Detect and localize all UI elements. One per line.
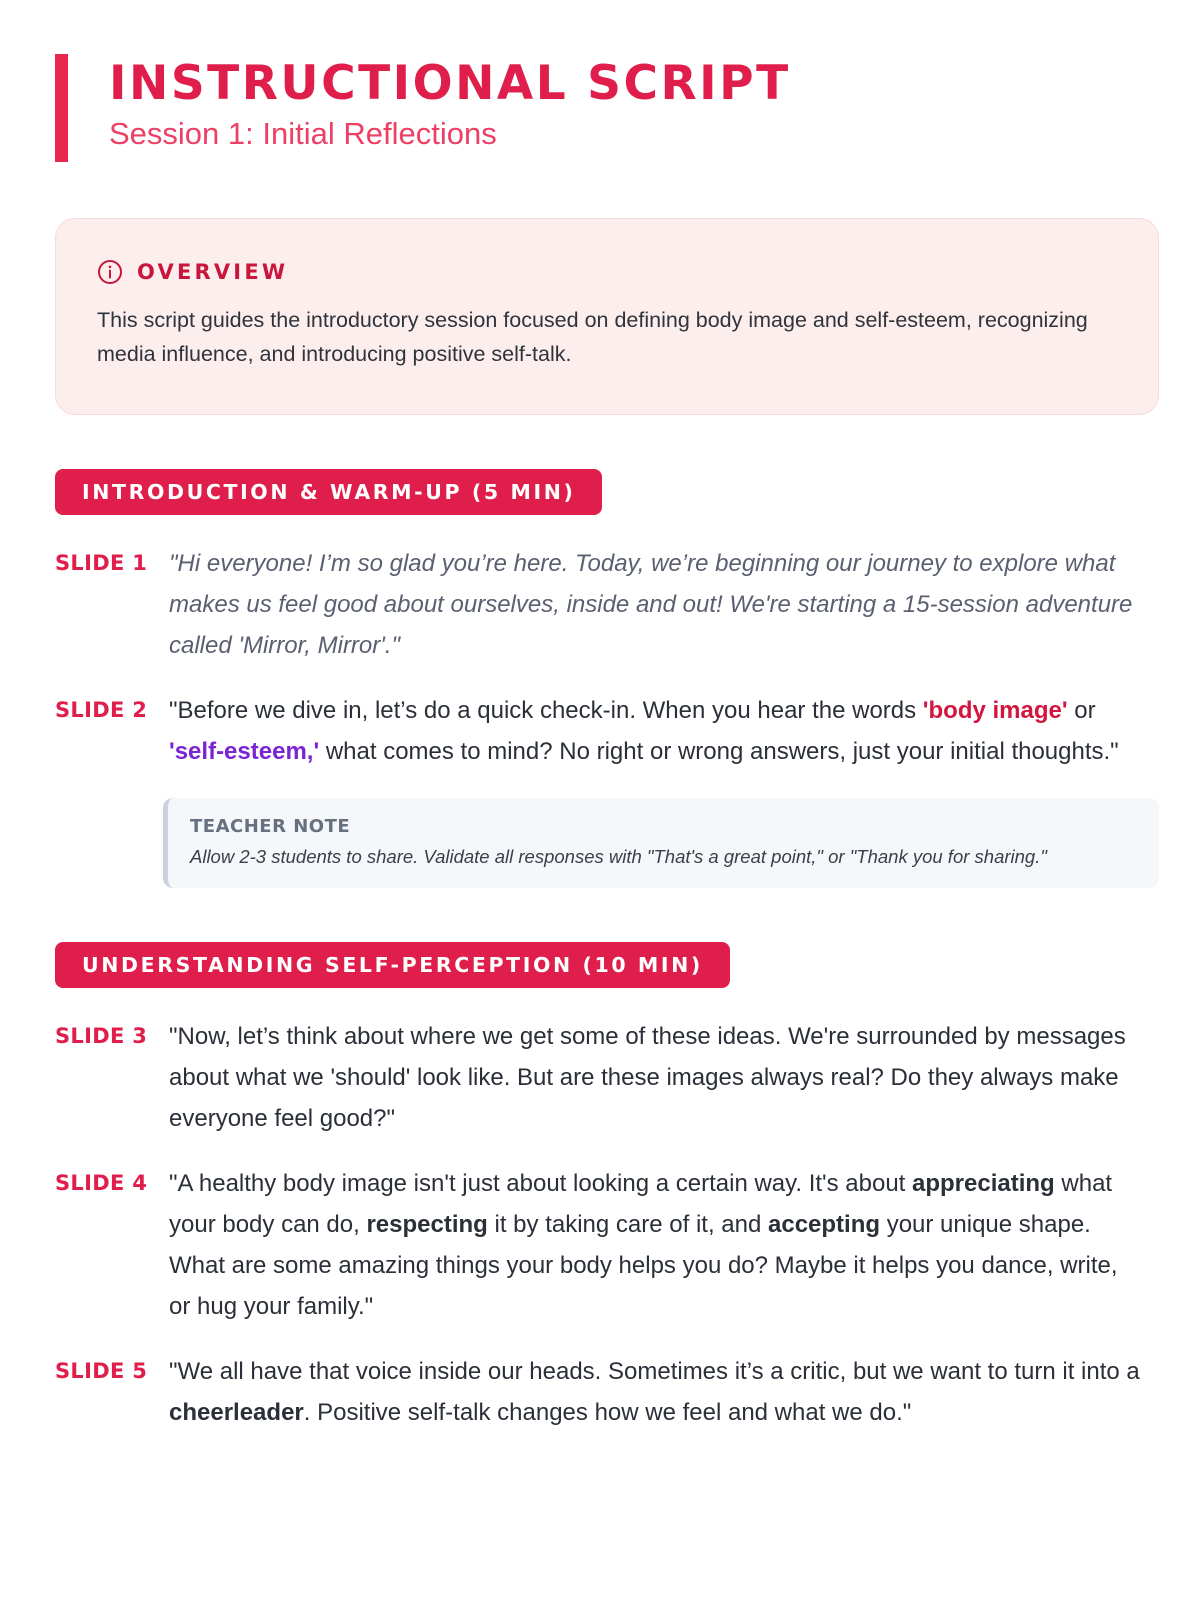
- keyword-accepting: accepting: [768, 1211, 881, 1238]
- teacher-note-text: Allow 2-3 students to share. Validate all responses with "That's a great point," or "Thank you for sharing.": [190, 846, 1047, 867]
- slide-label: SLIDE 4: [55, 1171, 148, 1195]
- overview-text: This script guides the introductory session focused on defining body image and self-esteem, recognizing media influence, and introducing positive self-talk.: [97, 308, 1088, 366]
- keyword-body-image: 'body image': [922, 697, 1068, 724]
- slide-row: [55, 1016, 1145, 1139]
- slide-label: SLIDE 5: [55, 1359, 148, 1383]
- slide-label: SLIDE 1: [55, 551, 148, 575]
- slide-script-text: [169, 690, 1145, 772]
- teacher-note: [163, 798, 1159, 888]
- slide-script-text: [169, 1163, 1145, 1327]
- overview-header: [97, 259, 1118, 285]
- slide-row: [55, 1351, 1145, 1433]
- slide-row: [55, 690, 1145, 772]
- text-segment: or: [1067, 697, 1096, 724]
- slide-row: [55, 543, 1145, 666]
- text-segment: it by taking care of it, and: [487, 1211, 768, 1238]
- info-icon: [97, 259, 123, 285]
- text-segment: "We all have that voice inside our heads. Sometimes it’s a critic, but we want to turn it into a: [169, 1358, 1140, 1385]
- slide-script-text: [169, 1351, 1145, 1433]
- text-segment: your unique shape. What are some amazing things your body helps you do? Maybe it helps you dance, write, or hug your family.": [169, 1211, 1118, 1320]
- slide-script-text: "Hi everyone! I’m so glad you’re here. Today, we’re beginning our journey to explore what makes us feel good about ourselves, inside and out! We're starting a 15-session adventure called 'Mirror, Mirror'.": [169, 550, 1133, 659]
- page-title: INSTRUCTIONAL SCRIPT: [109, 56, 791, 111]
- text-segment: "A healthy body image isn't just about looking a certain way. It's about: [169, 1170, 913, 1197]
- page-header: [55, 54, 1145, 162]
- section-heading-introduction: INTRODUCTION & WARM-UP (5 MIN): [55, 469, 602, 515]
- slide-label: SLIDE 3: [55, 1024, 148, 1048]
- keyword-cheerleader: cheerleader: [169, 1399, 304, 1426]
- text-segment: "Before we dive in, let’s do a quick check-in. When you hear the words: [169, 697, 923, 724]
- text-segment: what comes to mind? No right or wrong answers, just your initial thoughts.": [319, 738, 1119, 765]
- slide-label: SLIDE 2: [55, 698, 148, 722]
- text-segment: what your body can do,: [169, 1170, 1113, 1238]
- header-accent-bar: [55, 54, 68, 162]
- text-segment: . Positive self-talk changes how we feel and what we do.": [303, 1399, 912, 1426]
- keyword-appreciating: appreciating: [912, 1170, 1055, 1197]
- page-subtitle: Session 1: Initial Reflections: [109, 116, 497, 151]
- overview-title: OVERVIEW: [137, 260, 289, 284]
- teacher-note-title: TEACHER NOTE: [190, 816, 351, 837]
- section-heading-self-perception: UNDERSTANDING SELF-PERCEPTION (10 MIN): [55, 942, 730, 988]
- slide-script-text: "Now, let’s think about where we get some of these ideas. We're surrounded by messages about what we 'should' look like. But are these images always real? Do they always make everyone feel good?": [169, 1023, 1126, 1132]
- slide-row: [55, 1163, 1145, 1327]
- overview-card: [55, 218, 1159, 415]
- keyword-respecting: respecting: [366, 1211, 488, 1238]
- keyword-self-esteem: 'self-esteem,': [169, 738, 320, 765]
